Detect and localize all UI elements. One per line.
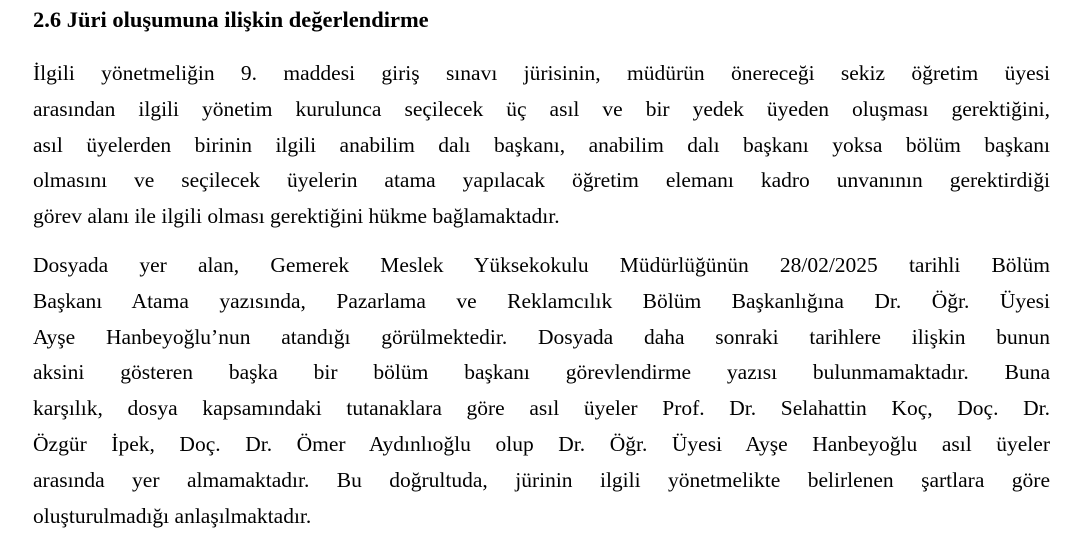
paragraph-findings (33, 248, 1050, 534)
paragraph-line: asıl üyelerden birinin ilgili anabilim dalı başkanı, anabilim dalı başkanı yoksa bölüm başkanı (33, 132, 1050, 157)
section-heading: 2.6 Jüri oluşumuna ilişkin değerlendirme (33, 7, 429, 32)
paragraph-line: oluşturulmadığı anlaşılmaktadır. (33, 503, 312, 528)
paragraph-line: Dosyada yer alan, Gemerek Meslek Yüksekokulu Müdürlüğünün 28/02/2025 tarihli Bölüm (33, 252, 1050, 277)
paragraph-line: Özgür İpek, Doç. Dr. Ömer Aydınlıoğlu olup Dr. Öğr. Üyesi Ayşe Hanbeyoğlu asıl üyeler (33, 431, 1050, 456)
document-page (33, 0, 1050, 534)
paragraph-regulation (33, 56, 1050, 235)
paragraph-line: arasında yer almamaktadır. Bu doğrultuda, jürinin ilgili yönetmelikte belirlenen şartlara göre (33, 467, 1050, 492)
paragraph-line: aksini gösteren başka bir bölüm başkanı görevlendirme yazısı bulunmamaktadır. Buna (33, 360, 1050, 385)
paragraph-line: arasından ilgili yönetim kurulunca seçilecek üç asıl ve bir yedek üyeden oluşması gerektiğini, (33, 96, 1050, 121)
paragraph-line: Ayşe Hanbeyoğlu’nun atandığı görülmektedir. Dosyada daha sonraki tarihlere ilişkin bunun (33, 324, 1050, 349)
paragraph-line: karşılık, dosya kapsamındaki tutanaklara göre asıl üyeler Prof. Dr. Selahattin Koç, Doç. Dr. (33, 396, 1050, 421)
paragraph-line: görev alanı ile ilgili olması gerektiğini hükme bağlamaktadır. (33, 204, 560, 229)
paragraph-line: İlgili yönetmeliğin 9. maddesi giriş sınavı jürisinin, müdürün önereceği sekiz öğretim üyesi (33, 61, 1050, 85)
paragraph-line: olmasını ve seçilecek üyelerin atama yapılacak öğretim elemanı kadro unvanının gerektirdiği (33, 168, 1050, 193)
paragraph-line: Başkanı Atama yazısında, Pazarlama ve Reklamcılık Bölüm Başkanlığına Dr. Öğr. Üyesi (33, 288, 1050, 313)
